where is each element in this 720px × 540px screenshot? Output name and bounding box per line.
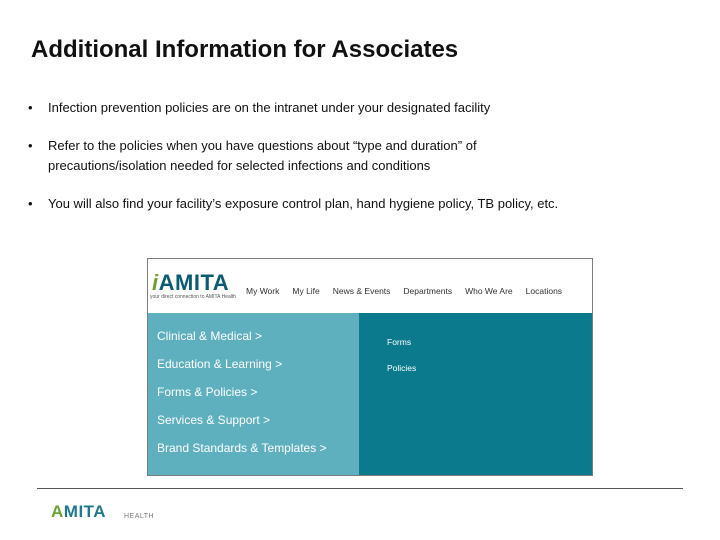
top-nav <box>246 286 575 296</box>
iamita-logo[interactable] <box>152 270 229 296</box>
footer-logo-text: MITA <box>63 502 107 521</box>
mega-menu-submenu <box>359 313 593 476</box>
menu-item-forms-policies[interactable]: Forms & Policies > <box>157 385 258 399</box>
nav-my-life[interactable]: My Life <box>292 286 320 296</box>
mega-menu-categories <box>148 313 359 476</box>
nav-departments[interactable]: Departments <box>403 286 453 296</box>
menu-item-services-support[interactable]: Services & Support > <box>157 413 271 427</box>
submenu-policies[interactable]: Policies <box>387 363 417 373</box>
footer-logo-a: A <box>51 502 64 521</box>
bullet-marker: • <box>28 138 33 153</box>
bullet-item <box>28 194 588 214</box>
menu-item-clinical-medical[interactable]: Clinical & Medical > <box>157 329 263 343</box>
logo-tagline: your direct connection to AMITA Health <box>150 294 237 300</box>
nav-locations[interactable]: Locations <box>525 286 563 296</box>
menu-item-education-learning[interactable]: Education & Learning > <box>157 357 283 371</box>
bullet-text: You will also find your facility’s exposure control plan, hand hygiene policy, TB policy, etc. <box>48 196 559 211</box>
submenu-forms[interactable]: Forms <box>387 337 412 347</box>
bullet-text: Refer to the policies when you have questions about “type and duration” of precautions/isolation needed for selected infections and conditions <box>48 138 477 173</box>
intranet-header <box>148 259 592 313</box>
logo-text: AMITA <box>158 270 230 295</box>
slide-title: Additional Information for Associates <box>31 36 459 63</box>
bullet-item <box>28 98 588 118</box>
nav-my-work[interactable]: My Work <box>246 286 280 296</box>
nav-news-events[interactable]: News & Events <box>332 286 391 296</box>
bullet-text: Infection prevention policies are on the intranet under your designated facility <box>48 100 491 115</box>
nav-who-we-are[interactable]: Who We Are <box>465 286 513 296</box>
bullet-marker: • <box>28 100 33 115</box>
logo-i: i <box>152 270 159 295</box>
footer-divider <box>37 488 683 489</box>
bullet-item <box>28 136 588 176</box>
footer-logo-health: HEALTH <box>124 513 155 520</box>
bullet-list <box>28 98 588 232</box>
intranet-screenshot <box>147 258 593 476</box>
amita-health-logo <box>51 502 106 522</box>
bullet-marker: • <box>28 196 33 211</box>
menu-item-brand-standards[interactable]: Brand Standards & Templates > <box>157 441 327 455</box>
